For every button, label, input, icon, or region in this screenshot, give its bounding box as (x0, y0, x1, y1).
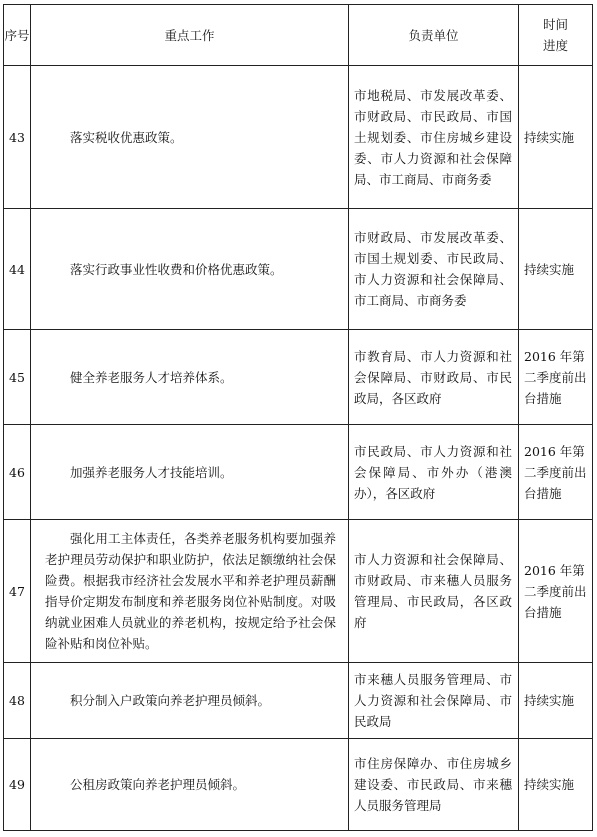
row-number: 45 (4, 330, 31, 425)
row-task (31, 739, 349, 831)
row-task (31, 209, 349, 330)
row-task-text: 加强养老服务人才技能培训。 (70, 464, 233, 480)
work-table (3, 4, 593, 831)
row-task (31, 663, 349, 739)
table-row (4, 330, 593, 425)
table-row (4, 425, 593, 520)
header-unit: 负责单位 (349, 5, 519, 66)
row-unit: 市教育局、市人力资源和社会保障局、市财政局、市民政局，各区政府 (349, 330, 519, 425)
table-row (4, 520, 593, 663)
row-task-text: 落实税收优惠政策。 (70, 129, 183, 145)
row-unit: 市民政局、市人力资源和社会保障局、市外办（港澳办），各区政府 (349, 425, 519, 520)
row-time: 持续实施 (519, 66, 593, 209)
row-unit: 市地税局、市发展改革委、市财政局、市民政局、市国土规划委、市住房城乡建设委、市人力资源和社会保障局、市工商局、市商务委 (349, 66, 519, 209)
row-number: 47 (4, 520, 31, 663)
row-task-text: 强化用工主体责任，各类养老服务机构要加强养老护理员劳动保护和职业防护，依法足额缴纳社会保险费。根据我市经济社会发展水平和养老护理员薪酬指导价定期发布制度和养老服务岗位补贴制度。对吸纳就业困难人员就业的养老机构，按规定给予社会保险补贴和岗位补贴。 (45, 531, 336, 651)
row-unit: 市人力资源和社会保障局、市财政局、市来穗人员服务管理局、市民政局，各区政府 (349, 520, 519, 663)
header-time (519, 5, 593, 66)
row-task (31, 66, 349, 209)
row-number: 43 (4, 66, 31, 209)
row-task-text: 公租房政策向养老护理员倾斜。 (70, 777, 246, 792)
table-row (4, 209, 593, 330)
row-task-text: 积分制入户政策向养老护理员倾斜。 (70, 693, 271, 708)
row-task (31, 520, 349, 663)
row-unit: 市住房保障办、市住房城乡建设委、市民政局、市来穗人员服务管理局 (349, 739, 519, 831)
row-time: 持续实施 (519, 209, 593, 330)
header-time-line2: 进度 (542, 38, 568, 53)
row-task (31, 330, 349, 425)
table-row (4, 663, 593, 739)
row-time: 2016 年第二季度前出台措施 (519, 330, 593, 425)
row-time: 持续实施 (519, 739, 593, 831)
table-row (4, 66, 593, 209)
row-time: 持续实施 (519, 663, 593, 739)
header-time-line1: 时间 (542, 17, 568, 32)
row-unit: 市来穗人员服务管理局、市人力资源和社会保障局、市民政局 (349, 663, 519, 739)
row-number: 44 (4, 209, 31, 330)
row-unit: 市财政局、市发展改革委、市国土规划委、市民政局、市人力资源和社会保障局、市工商局、市商务委 (349, 209, 519, 330)
row-task (31, 425, 349, 520)
row-task-text: 落实行政事业性收费和价格优惠政策。 (70, 261, 283, 277)
row-number: 48 (4, 663, 31, 739)
table-row (4, 739, 593, 831)
row-time: 2016 年第二季度前出台措施 (519, 425, 593, 520)
row-number: 46 (4, 425, 31, 520)
header-task: 重点工作 (31, 5, 349, 66)
row-number: 49 (4, 739, 31, 831)
row-time: 2016 年第二季度前出台措施 (519, 520, 593, 663)
table-header-row (4, 5, 593, 66)
row-task-text: 健全养老服务人才培养体系。 (70, 369, 233, 385)
header-num: 序号 (4, 5, 31, 66)
